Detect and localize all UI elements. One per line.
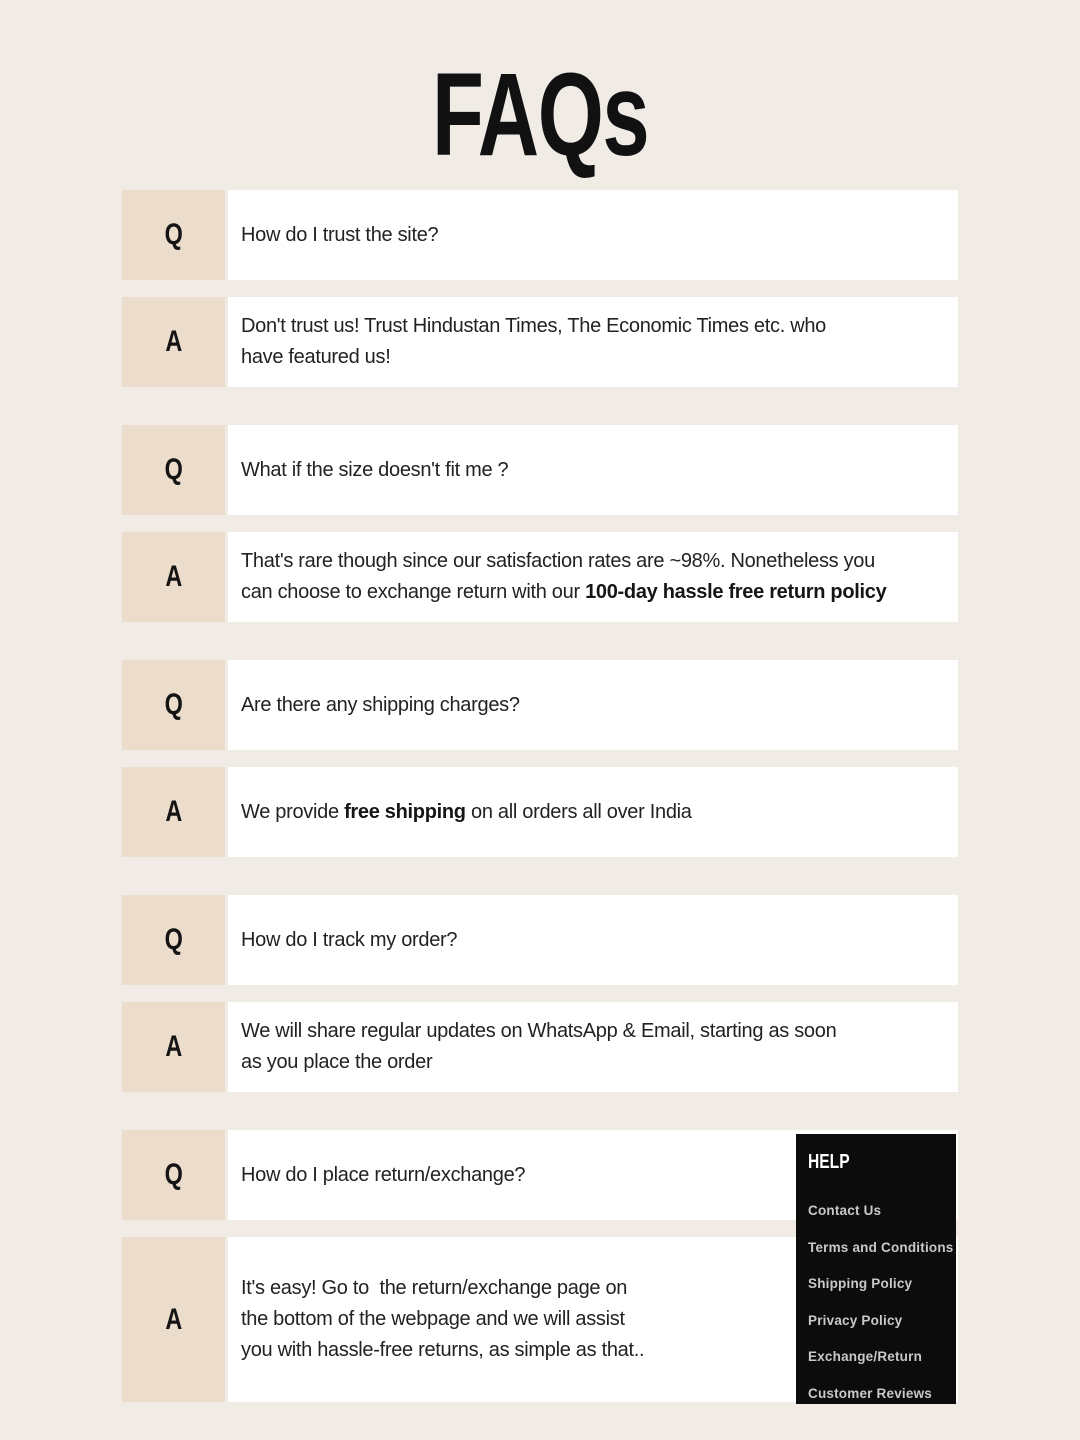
help-link-shipping-policy[interactable]: Shipping Policy [808, 1276, 913, 1291]
question-text: Are there any shipping charges? [241, 693, 520, 716]
question-label: Q [164, 1158, 183, 1191]
question-label: Q [164, 688, 183, 721]
answer-label-box [122, 532, 225, 622]
help-menu [796, 1134, 956, 1404]
answer-label: A [165, 560, 182, 593]
help-link-privacy-policy[interactable]: Privacy Policy [808, 1312, 903, 1328]
answer-content-box [228, 297, 958, 387]
answer-label: A [165, 1030, 182, 1063]
help-menu-title: HELP [808, 1151, 850, 1173]
faq-answer-row [122, 532, 958, 622]
answer-label-box [122, 767, 225, 857]
answer-label: A [165, 1302, 182, 1336]
faq-pair-1 [122, 190, 958, 387]
answer-label-box [122, 1237, 225, 1402]
faq-answer-row [122, 767, 958, 857]
answer-content-box [228, 1002, 958, 1092]
question-text: How do I place return/exchange? [241, 1163, 526, 1186]
faq-pair-3 [122, 660, 958, 857]
question-label-box [122, 190, 225, 280]
answer-text-line [241, 1016, 950, 1047]
question-label-box [122, 660, 225, 750]
help-link-contact-us[interactable]: Contact Us [808, 1203, 882, 1218]
answer-text: as you place the order [241, 1051, 433, 1073]
question-label: Q [164, 923, 183, 956]
question-content-box [228, 660, 958, 750]
help-link-exchange-return[interactable]: Exchange/Return [808, 1349, 923, 1364]
answer-text-bold: 100-day hassle free return policy [585, 581, 887, 603]
answer-text: you with hassle-free returns, as simple as that.. [241, 1339, 645, 1361]
question-label: Q [164, 218, 183, 251]
question-content-box [228, 895, 958, 985]
page-title: FAQs [431, 49, 649, 181]
question-text: How do I track my order? [241, 928, 458, 951]
question-label-box [122, 895, 225, 985]
faq-question-row [122, 190, 958, 280]
question-text: How do I trust the site? [241, 223, 439, 246]
help-link-customer-reviews[interactable]: Customer Reviews [808, 1385, 932, 1401]
answer-text-line [241, 1047, 950, 1078]
question-text: What if the size doesn't fit me ? [241, 458, 509, 481]
answer-label: A [165, 325, 182, 358]
faq-answer-row [122, 297, 958, 387]
question-content-box [228, 425, 958, 515]
answer-label: A [165, 795, 182, 828]
faq-pair-2 [122, 425, 958, 622]
answer-text: That's rare though since our satisfaction rates are ~98%. Nonetheless you [241, 550, 875, 572]
answer-text-line [241, 797, 950, 828]
answer-text: We will share regular updates on WhatsApp & Email, starting as soon [241, 1020, 837, 1042]
faq-question-row [122, 660, 958, 750]
answer-text-line [241, 546, 950, 577]
question-label-box [122, 425, 225, 515]
answer-text-line [241, 311, 950, 342]
faq-question-row [122, 425, 958, 515]
answer-text: Don't trust us! Trust Hindustan Times, The Economic Times etc. who [241, 315, 826, 337]
question-label: Q [164, 453, 183, 486]
answer-text: on all orders all over India [465, 800, 692, 823]
faq-answer-row [122, 1002, 958, 1092]
answer-text-bold: free shipping [344, 800, 466, 823]
answer-text: can choose to exchange return with our [241, 581, 586, 603]
answer-text: have featured us! [241, 346, 391, 368]
answer-content-box [228, 767, 958, 857]
answer-text-line [241, 577, 950, 608]
answer-text: the bottom of the webpage and we will assist [241, 1308, 625, 1330]
answer-text: We provide [241, 800, 345, 823]
answer-text: It's easy! Go to the return/exchange page on [241, 1277, 628, 1299]
help-link-terms-and-conditions[interactable]: Terms and Conditions [808, 1239, 954, 1255]
faq-question-row [122, 895, 958, 985]
answer-content-box [228, 532, 958, 622]
answer-label-box [122, 1002, 225, 1092]
question-content-box [228, 190, 958, 280]
answer-text-line [241, 342, 950, 373]
question-label-box [122, 1130, 225, 1220]
faq-pair-4 [122, 895, 958, 1092]
page-header [0, 0, 1080, 190]
answer-label-box [122, 297, 225, 387]
